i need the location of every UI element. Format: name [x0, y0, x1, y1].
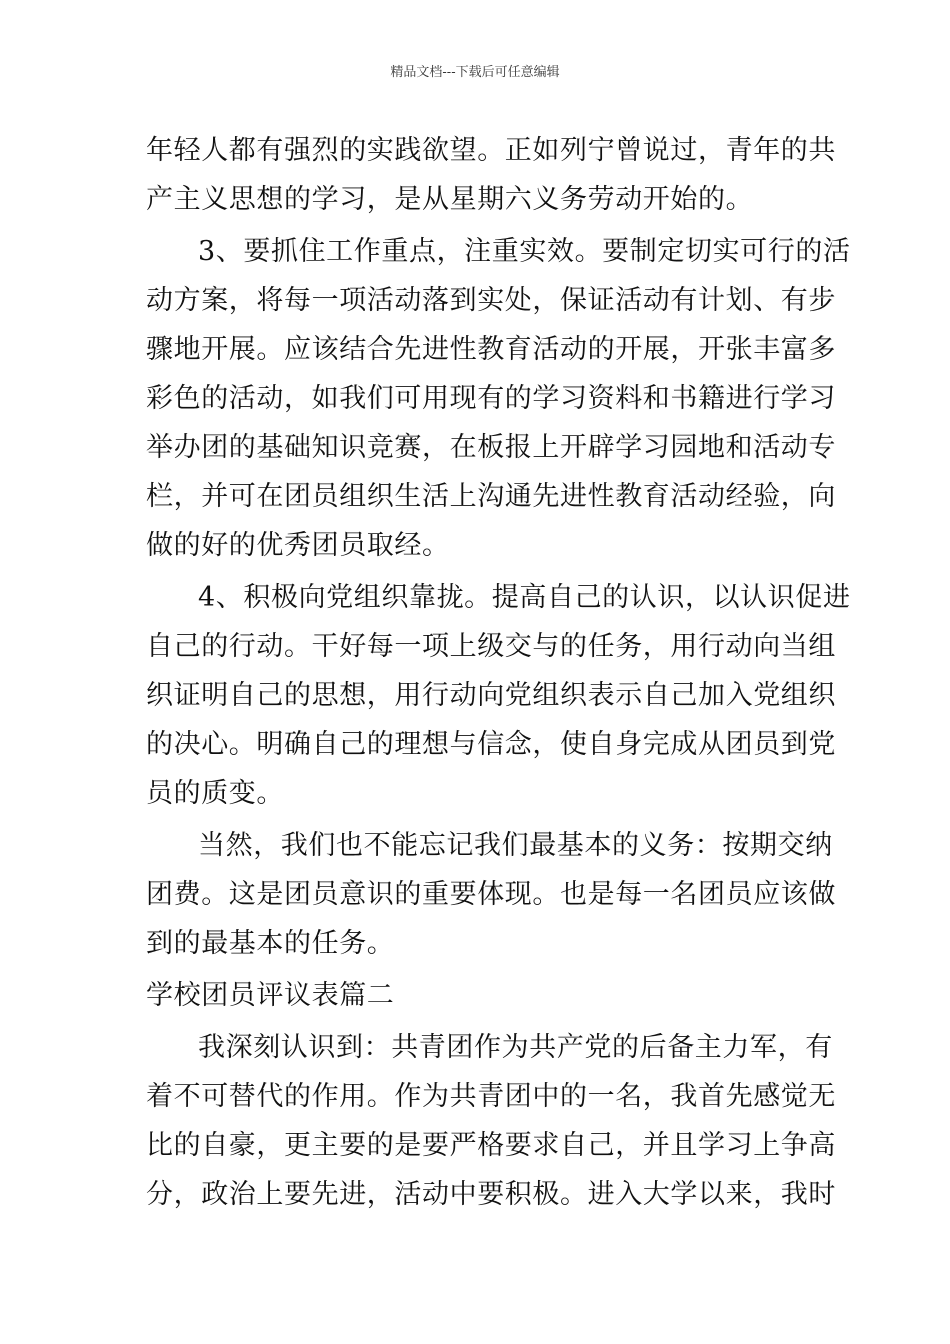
- document-body: [146, 126, 851, 1219]
- section-heading: 学校团员评议表篇二: [146, 980, 395, 1011]
- text-line: 彩色的活动，如我们可用现有的学习资料和书籍进行学习: [146, 383, 836, 414]
- text-line: 栏，并可在团员组织生活上沟通先进性教育活动经验，向: [146, 481, 836, 512]
- text-line: 举办团的基础知识竞赛，在板报上开辟学习园地和活动专: [146, 432, 836, 463]
- text-line: 骤地开展。应该结合先进性教育活动的开展，开张丰富多: [146, 334, 836, 365]
- text-line: 做的好的优秀团员取经。: [146, 530, 450, 561]
- paragraph-start-line: 当然，我们也不能忘记我们最基本的义务：按期交纳: [198, 830, 833, 861]
- text-line: 织证明自己的思想，用行动向党组织表示自己加入党组织: [146, 680, 836, 711]
- text-line: 动方案，将每一项活动落到实处，保证活动有计划、有步: [146, 285, 836, 316]
- text-line: 团费。这是团员意识的重要体现。也是每一名团员应该做: [146, 879, 836, 910]
- paragraph-start-line: 3、要抓住工作重点，注重实效。要制定切实可行的活: [198, 236, 851, 267]
- text-line: 着不可替代的作用。作为共青团中的一名，我首先感觉无: [146, 1081, 836, 1112]
- text-line: 自己的行动。干好每一项上级交与的任务，用行动向当组: [146, 631, 836, 662]
- paragraph-start-line: 我深刻认识到：共青团作为共产党的后备主力军，有: [198, 1032, 833, 1063]
- text-line: 比的自豪，更主要的是要严格要求自己，并且学习上争高: [146, 1130, 836, 1161]
- text-line: 的决心。明确自己的理想与信念，使自身完成从团员到党: [146, 729, 836, 760]
- paragraph-start-line: 4、积极向党组织靠拢。提高自己的认识，以认识促进: [198, 582, 851, 613]
- text-line: 年轻人都有强烈的实践欲望。正如列宁曾说过，青年的共: [146, 135, 836, 166]
- text-line: 员的质变。: [146, 778, 284, 809]
- text-line: 分，政治上要先进，活动中要积极。进入大学以来，我时: [146, 1179, 836, 1210]
- text-line: 到的最基本的任务。: [146, 928, 395, 959]
- text-line: 产主义思想的学习，是从星期六义务劳动开始的。: [146, 184, 754, 215]
- page-header: 精品文档---下载后可任意编辑: [390, 65, 560, 80]
